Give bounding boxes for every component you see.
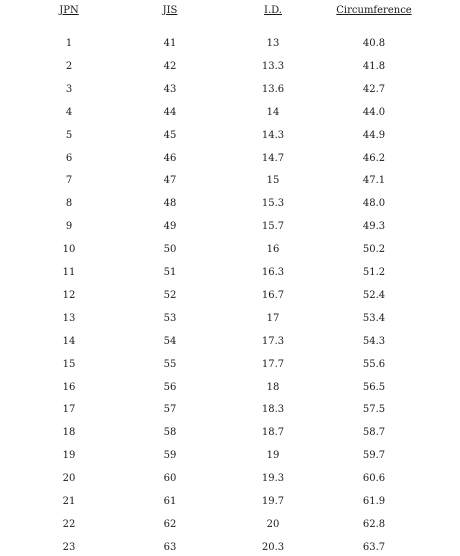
- cell-jis: 41: [163, 38, 177, 49]
- cell-circumference: 60.6: [362, 473, 386, 485]
- cell-id: 19.3: [261, 473, 285, 485]
- cell-jis: 62: [163, 518, 177, 530]
- table-row: [0, 450, 460, 464]
- cell-jis: 56: [163, 381, 177, 393]
- cell-jis: 53: [163, 312, 177, 324]
- cell-circumference: 46.2: [362, 152, 386, 164]
- cell-jpn: 9: [65, 221, 73, 233]
- cell-jis: 60: [163, 473, 177, 485]
- cell-circumference: 55.6: [362, 358, 386, 370]
- cell-circumference: 57.5: [362, 404, 386, 416]
- cell-id: 17.7: [261, 358, 285, 370]
- cell-circumference: 44.9: [362, 129, 386, 141]
- cell-id: 17: [266, 312, 280, 324]
- cell-jis: 55: [163, 358, 177, 370]
- cell-jpn: 5: [65, 129, 73, 141]
- header-jpn: JPN: [59, 5, 79, 16]
- cell-id: 13.6: [261, 83, 285, 95]
- cell-circumference: 63.7: [362, 541, 386, 553]
- cell-circumference: 59.7: [362, 450, 386, 462]
- cell-jis: 51: [163, 267, 177, 278]
- cell-jpn: 23: [62, 541, 76, 553]
- cell-jpn: 12: [62, 289, 76, 301]
- cell-id: 20: [266, 518, 280, 530]
- cell-id: 16.7: [261, 289, 285, 301]
- table-row: [0, 84, 460, 98]
- cell-id: 13.3: [261, 60, 285, 72]
- cell-jpn: 13: [62, 312, 76, 324]
- table-row: [0, 130, 460, 144]
- cell-circumference: 44.0: [362, 106, 386, 118]
- table-row: [0, 542, 460, 556]
- cell-jis: 44: [163, 106, 177, 118]
- cell-id: 19: [266, 450, 280, 462]
- table-row: [0, 473, 460, 487]
- cell-circumference: 47.1: [362, 175, 386, 187]
- cell-jpn: 7: [65, 175, 73, 187]
- cell-jpn: 6: [65, 152, 73, 164]
- cell-jis: 63: [163, 541, 177, 553]
- cell-circumference: 49.3: [362, 221, 386, 233]
- cell-id: 18.7: [261, 427, 285, 439]
- cell-jis: 45: [163, 129, 177, 141]
- cell-id: 15.3: [261, 198, 285, 210]
- cell-jpn: 8: [65, 198, 73, 210]
- cell-jis: 52: [163, 289, 177, 301]
- cell-circumference: 56.5: [362, 381, 386, 393]
- cell-circumference: 42.7: [362, 83, 386, 95]
- table-row: [0, 244, 460, 258]
- cell-circumference: 61.9: [362, 496, 386, 507]
- cell-id: 13: [266, 38, 280, 49]
- cell-jpn: 20: [62, 473, 76, 485]
- cell-id: 14.7: [261, 152, 285, 164]
- table-row: [0, 359, 460, 373]
- header-jis: JIS: [162, 5, 178, 16]
- cell-id: 19.7: [261, 496, 285, 507]
- cell-jis: 48: [163, 198, 177, 210]
- table-row: [0, 153, 460, 167]
- table-row: [0, 38, 460, 52]
- cell-jis: 46: [163, 152, 177, 164]
- cell-id: 14.3: [261, 129, 285, 141]
- cell-circumference: 53.4: [362, 312, 386, 324]
- table-row: [0, 382, 460, 396]
- cell-id: 18.3: [261, 404, 285, 416]
- cell-jpn: 21: [62, 496, 76, 507]
- cell-circumference: 62.8: [362, 518, 386, 530]
- table-row: [0, 427, 460, 441]
- cell-id: 15: [266, 175, 280, 187]
- cell-jpn: 3: [65, 83, 73, 95]
- table-row: [0, 496, 460, 510]
- cell-id: 16.3: [261, 267, 285, 278]
- cell-jpn: 4: [65, 106, 73, 118]
- cell-id: 20.3: [261, 541, 285, 553]
- cell-jpn: 1: [65, 38, 73, 49]
- cell-circumference: 54.3: [362, 335, 386, 347]
- cell-jpn: 22: [62, 518, 76, 530]
- cell-circumference: 48.0: [362, 198, 386, 210]
- cell-circumference: 50.2: [362, 244, 386, 256]
- header-circumference: Circumference: [336, 5, 412, 16]
- cell-circumference: 40.8: [362, 38, 386, 49]
- table-row: [0, 313, 460, 327]
- cell-jpn: 11: [62, 267, 76, 278]
- cell-id: 14: [266, 106, 280, 118]
- cell-jis: 54: [163, 335, 177, 347]
- cell-jis: 50: [163, 244, 177, 256]
- cell-jpn: 16: [62, 381, 76, 393]
- header-id: I.D.: [264, 5, 282, 16]
- cell-circumference: 52.4: [362, 289, 386, 301]
- cell-jis: 61: [163, 496, 177, 507]
- table-row: [0, 198, 460, 212]
- cell-jis: 57: [163, 404, 177, 416]
- table-row: [0, 404, 460, 418]
- cell-circumference: 51.2: [362, 267, 386, 278]
- cell-id: 15.7: [261, 221, 285, 233]
- cell-circumference: 58.7: [362, 427, 386, 439]
- cell-jpn: 15: [62, 358, 76, 370]
- cell-jis: 59: [163, 450, 177, 462]
- cell-id: 16: [266, 244, 280, 256]
- cell-jis: 58: [163, 427, 177, 439]
- table-row: [0, 175, 460, 189]
- table-row: [0, 519, 460, 533]
- table-row: [0, 267, 460, 281]
- cell-jpn: 17: [62, 404, 76, 416]
- cell-jpn: 10: [62, 244, 76, 256]
- cell-circumference: 41.8: [362, 60, 386, 72]
- cell-jis: 47: [163, 175, 177, 187]
- cell-jpn: 2: [65, 60, 73, 72]
- table-row: [0, 61, 460, 75]
- cell-jpn: 18: [62, 427, 76, 439]
- table-row: [0, 221, 460, 235]
- cell-jis: 42: [163, 60, 177, 72]
- table-row: [0, 336, 460, 350]
- cell-id: 17.3: [261, 335, 285, 347]
- cell-jis: 49: [163, 221, 177, 233]
- cell-jis: 43: [163, 83, 177, 95]
- cell-jpn: 19: [62, 450, 76, 462]
- table-row: [0, 290, 460, 304]
- cell-jpn: 14: [62, 335, 76, 347]
- table-row: [0, 107, 460, 121]
- cell-id: 18: [266, 381, 280, 393]
